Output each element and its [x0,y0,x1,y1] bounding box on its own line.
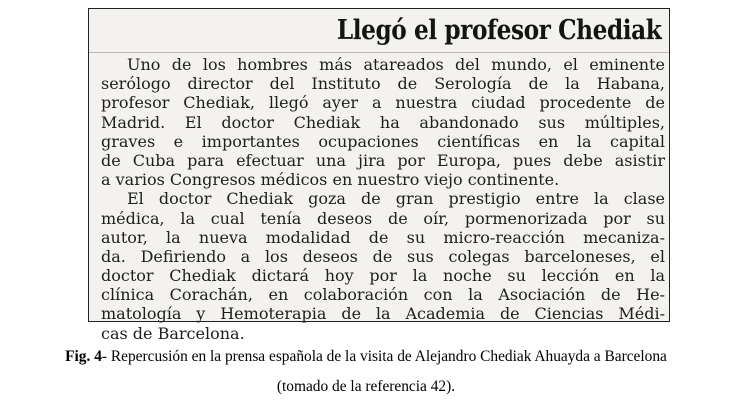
clipping-line: Madrid. El doctor Chediak ha abandonado sus múltiples, [101,112,665,132]
clipping-line: cas de Barcelona. [101,323,245,343]
headline-divider [89,52,669,53]
clipping-line: Uno de los hombres más atareados del mundo, el eminente [127,55,665,74]
clipping-line: serólogo director del Instituto de Serología de la Habana, [101,74,665,94]
figure-caption [0,347,732,396]
caption-label: Fig. 4 [65,348,102,365]
clipping-line: profesor Chediak, llegó ayer a nuestra ciudad procedente de [101,93,665,113]
clipping-line: da. Defiriendo a los deseos de sus colegas barceloneses, el [101,246,665,266]
clipping-line: clínica Corachán, en colaboración con la Asociación de He- [101,285,665,305]
clipping-line: médica, la cual tenía deseos de oír, pormenorizada por su [101,208,665,228]
clipping-line: matología y Hemoterapia de la Academia de Ciencias Médi- [101,304,665,324]
clipping-line: graves e importantes ocupaciones científicas en la capital [101,131,665,151]
newspaper-clipping [88,8,670,343]
clipping-line: a varios Congresos médicos en nuestro viejo continente. [101,170,560,190]
clipping-headline: Llegó el profesor Chediak [336,15,661,46]
caption-text-line1: - Repercusión en la prensa española de la visita de Alejandro Chediak Ahuayda a Barcelona [101,348,667,365]
clipping-line: El doctor Chediak goza de gran prestigio entre la clase [127,189,665,209]
clipping-line: autor, la nueva modalidad de su micro-reacción mecaniza- [101,227,665,247]
clipping-line: de Cuba para efectuar una jira por Europa, pues debe asistir [101,150,665,170]
clipping-body [101,55,665,343]
caption-text-line2: (tomado de la referencia 42). [276,378,456,395]
clipping-line: doctor Chediak dictará hoy por la noche su lección en la [101,266,665,286]
